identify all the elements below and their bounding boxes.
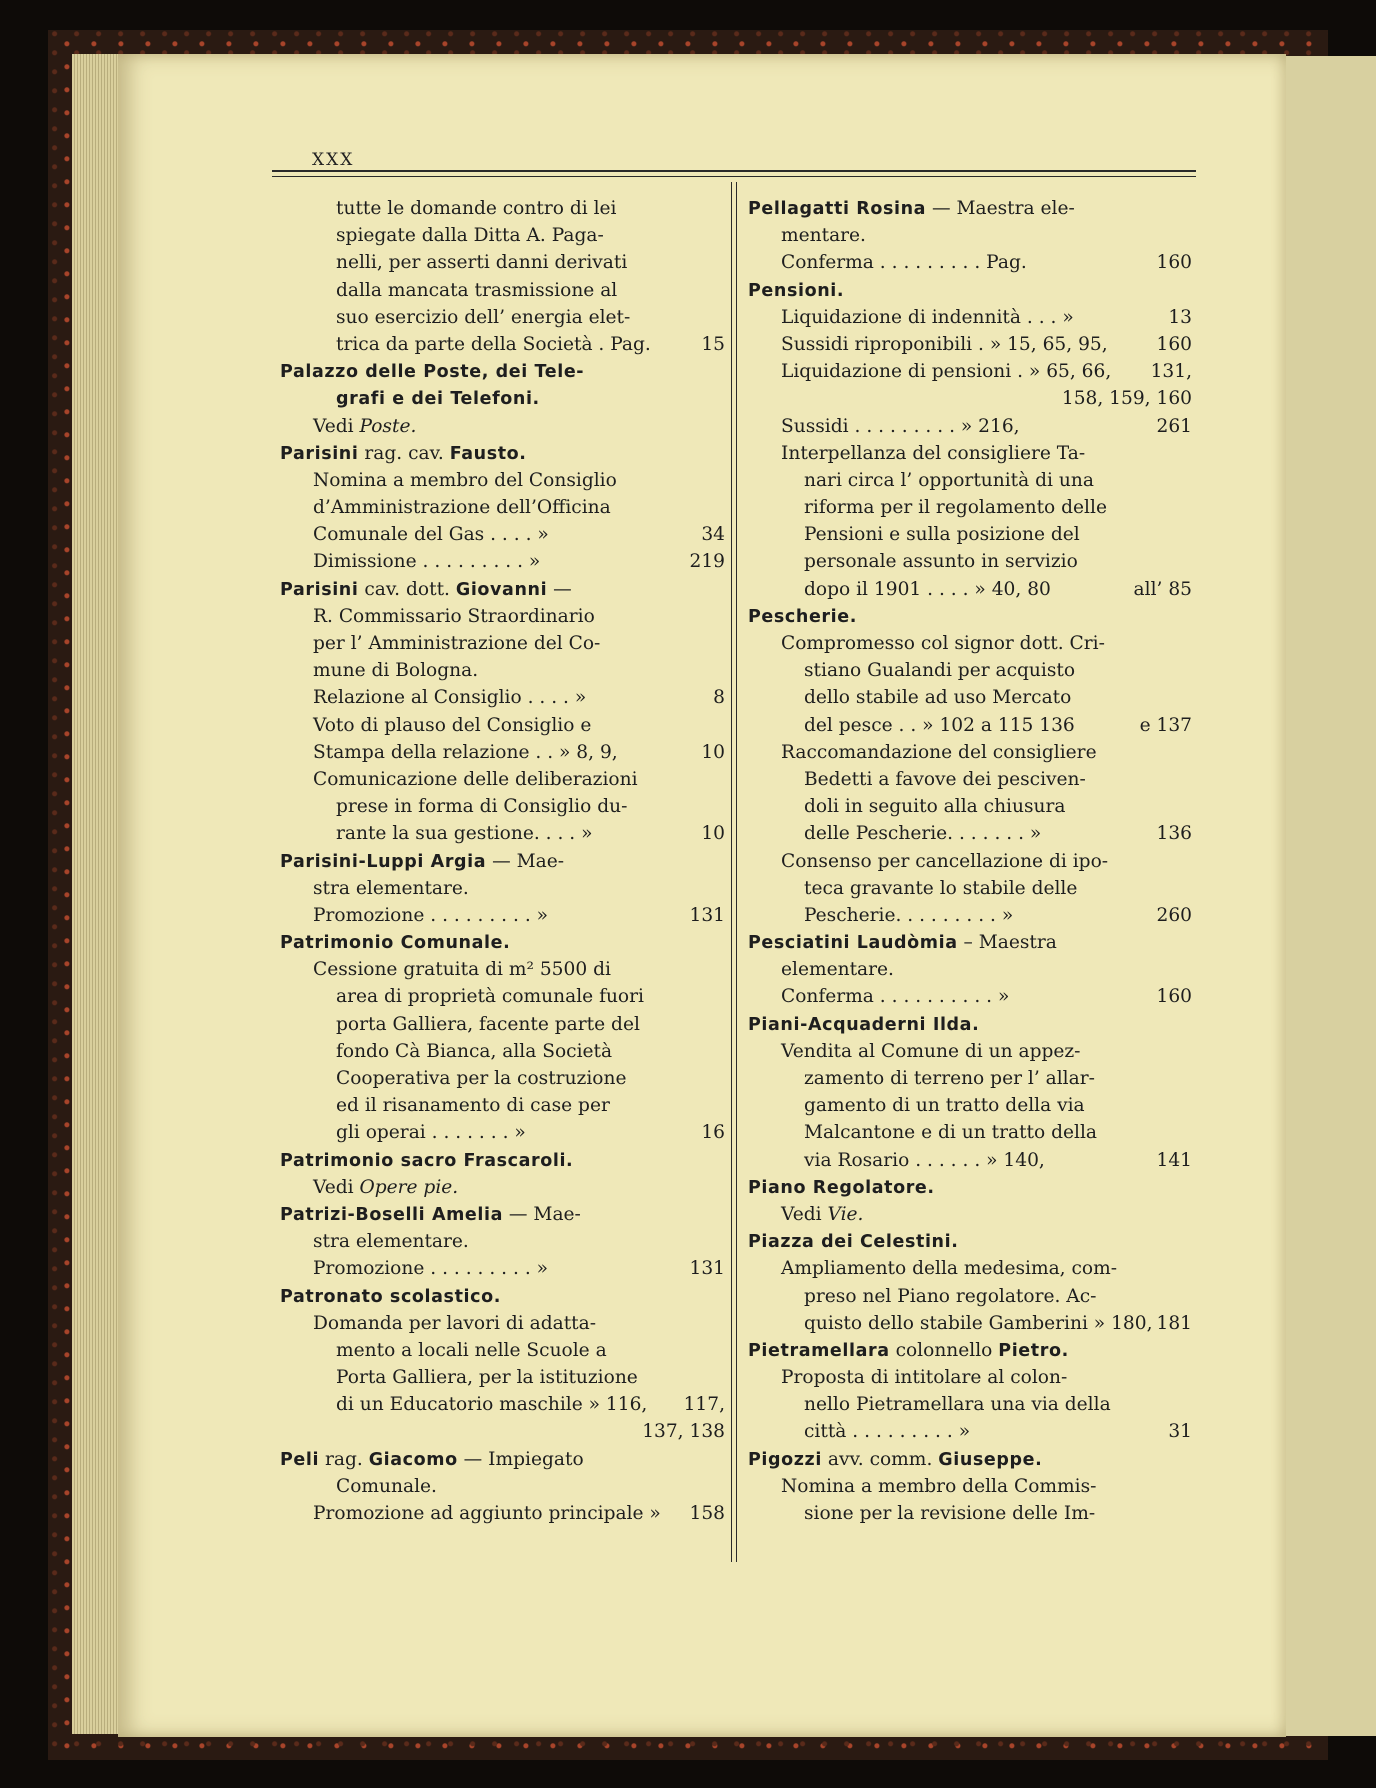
index-line (280, 739, 725, 766)
page-reference: all’ 85 (1133, 578, 1192, 600)
index-line (748, 1201, 1192, 1228)
header-rule (272, 170, 1196, 172)
index-line (280, 1310, 725, 1337)
entry-text: Interpellanza del consigliere Ta- (781, 442, 1086, 464)
index-line (748, 630, 1192, 657)
index-line (748, 1065, 1192, 1092)
entry-text: Raccomandazione del consigliere (781, 741, 1097, 763)
index-heading (280, 1283, 725, 1310)
index-line (748, 1283, 1192, 1310)
index-heading (280, 576, 725, 603)
index-line (748, 494, 1192, 521)
index-line (280, 195, 725, 222)
entry-text: prese in forma di Consiglio du- (336, 796, 628, 818)
page-reference: 261 (1156, 415, 1192, 437)
index-heading (280, 385, 725, 412)
entry-text: sione per la revisione delle Im- (804, 1503, 1096, 1524)
entry-role: — (547, 578, 572, 600)
page-reference: 158, 159, 160 (1061, 388, 1192, 410)
entry-text: via Rosario . . . . . . » 140, (804, 1149, 1045, 1171)
index-line (280, 712, 725, 739)
entry-name: Piano Regolatore. (748, 1177, 935, 1198)
index-line (748, 983, 1192, 1010)
entry-text: mentare. (781, 225, 866, 247)
index-line (280, 331, 725, 358)
index-line (280, 521, 725, 548)
page-reference: 16 (701, 1122, 725, 1144)
index-line (280, 820, 725, 847)
entry-text: Stampa della relazione . . » 8, 9, (313, 741, 618, 763)
entry-text: Proposta di intitolare al colon- (781, 1367, 1068, 1389)
entry-text: Vedi (313, 1176, 360, 1198)
index-line (748, 820, 1192, 847)
entry-title: colonnello (889, 1339, 999, 1361)
index-line (280, 494, 725, 521)
index-line (280, 793, 725, 820)
entry-name: Patrimonio Comunale. (280, 933, 511, 954)
entry-text: stra elementare. (313, 1231, 469, 1253)
page-reference: 117, (683, 1394, 725, 1416)
page-reference: 160 (1156, 252, 1192, 274)
entry-text: Pescherie. . . . . . . . . » (804, 904, 1014, 926)
index-line (748, 793, 1192, 820)
entry-text: dello stabile ad uso Mercato (804, 687, 1072, 709)
index-line (280, 277, 725, 304)
entry-text: R. Commissario Straordinario (313, 605, 595, 627)
index-line (748, 875, 1192, 902)
index-line (748, 385, 1192, 412)
index-heading (280, 848, 725, 875)
entry-text: Cooperativa per la costruzione (336, 1068, 627, 1089)
entry-text: tutte le domande contro di lei (336, 198, 617, 219)
entry-text: città . . . . . . . . . » (804, 1421, 971, 1443)
entry-text: gli operai . . . . . . . » (336, 1122, 526, 1144)
entry-text: area di proprietà comunale fuori (336, 986, 644, 1008)
entry-text: ed il risanamento di case per (336, 1095, 610, 1117)
index-line (748, 413, 1192, 440)
left-column (280, 195, 725, 1527)
index-line (280, 1337, 725, 1364)
index-heading (280, 1147, 725, 1174)
entry-title: avv. comm. (821, 1448, 939, 1470)
index-line (748, 1500, 1192, 1527)
entry-text: Relazione al Consiglio . . . . » (313, 687, 587, 709)
index-line (748, 576, 1192, 603)
page-reference: e 137 (1139, 714, 1192, 736)
index-line (280, 1092, 725, 1119)
index-heading (280, 1446, 725, 1473)
index-line (280, 1228, 725, 1255)
entry-text: stiano Gualandi per acquisto (804, 660, 1076, 682)
cross-reference: Vie. (827, 1203, 864, 1225)
entry-text: Porta Galliera, per la istituzione (336, 1367, 638, 1389)
index-line (280, 983, 725, 1010)
entry-text: suo esercizio dell’ energia elet- (336, 306, 631, 328)
entry-name: Pigozzi (748, 1449, 822, 1470)
entry-text: nari circa l’ opportunità di una (804, 469, 1094, 491)
entry-name: Peli (280, 1449, 320, 1470)
index-line (748, 902, 1192, 929)
index-line (280, 1500, 725, 1527)
entry-title: — Mae- (503, 1203, 581, 1225)
index-line (280, 1065, 725, 1092)
index-heading (748, 1174, 1192, 1201)
entry-text: Malcantone e di un tratto della (804, 1122, 1098, 1144)
index-line (280, 956, 725, 983)
entry-text: Sussidi riproponibili . » 15, 65, 95, (781, 333, 1108, 355)
entry-title: – Maestra (957, 932, 1057, 954)
index-line (280, 630, 725, 657)
header-rule-thin (272, 176, 1196, 177)
entry-text: elementare. (781, 959, 894, 981)
index-line (280, 657, 725, 684)
entry-title: rag. cav. (358, 442, 450, 464)
entry-text: teca gravante lo stabile delle (804, 877, 1078, 899)
entry-given-name: Fausto. (449, 443, 527, 464)
entry-text: nelli, per asserti danni derivati (336, 252, 628, 274)
entry-name: Pensioni. (748, 280, 845, 301)
index-line (748, 304, 1192, 331)
index-line (280, 1473, 725, 1500)
entry-text: Nomina a membro della Commis- (781, 1475, 1097, 1497)
index-line (280, 467, 725, 494)
entry-text: dopo il 1901 . . . . » 40, 80 (804, 578, 1051, 600)
page-reference: 34 (701, 524, 725, 546)
index-line (280, 684, 725, 711)
index-line (748, 1092, 1192, 1119)
entry-text: Conferma . . . . . . . . . Pag. (781, 252, 1027, 274)
index-line (748, 1310, 1192, 1337)
index-line (748, 739, 1192, 766)
entry-text: personale assunto in servizio (804, 551, 1078, 573)
entry-name: Pellagatti Rosina (748, 199, 927, 219)
index-heading (280, 1201, 725, 1228)
index-line (748, 766, 1192, 793)
entry-text: porta Galliera, facente parte del (336, 1013, 640, 1035)
index-heading (748, 1337, 1192, 1364)
index-line (748, 358, 1192, 385)
entry-text: Compromesso col signor dott. Cri- (781, 633, 1105, 654)
index-line (280, 1174, 725, 1201)
entry-text: Comunale del Gas . . . . » (313, 524, 549, 546)
entry-name: Patrimonio sacro Frascaroli. (280, 1150, 574, 1171)
entry-title: rag. (319, 1448, 369, 1470)
index-line (748, 956, 1192, 983)
index-heading (748, 603, 1192, 630)
index-line (280, 766, 725, 793)
entry-text: riforma per il regolamento delle (804, 497, 1107, 519)
page-reference: 131 (689, 904, 725, 926)
index-line (748, 440, 1192, 467)
cross-reference: Poste. (359, 415, 417, 437)
entry-text: del pesce . . » 102 a 115 136 (804, 714, 1075, 736)
entry-name: Patronato scolastico. (280, 1286, 501, 1307)
entry-name: Parisini (280, 579, 359, 600)
index-line (280, 222, 725, 249)
entry-name: Piazza dei Celestini. (748, 1232, 959, 1253)
page-reference: 15 (701, 333, 725, 355)
index-line (280, 1011, 725, 1038)
index-line (748, 684, 1192, 711)
entry-text: spiegate dalla Ditta A. Paga- (336, 225, 604, 247)
index-line (280, 1038, 725, 1065)
entry-text: Vedi (313, 415, 360, 437)
entry-text: Promozione ad aggiunto principale » (313, 1503, 661, 1524)
entry-given-name: Pietro. (998, 1340, 1069, 1361)
entry-text: Liquidazione di indennità . . . » (781, 306, 1074, 328)
index-line (748, 1473, 1192, 1500)
entry-text: fondo Cà Bianca, alla Società (336, 1040, 613, 1062)
entry-text: Liquidazione di pensioni . » 65, 66, (781, 361, 1112, 383)
entry-text: Comunicazione delle deliberazioni (313, 768, 638, 790)
index-heading (748, 1446, 1192, 1473)
index-line (280, 603, 725, 630)
index-heading (280, 358, 725, 385)
cross-reference: Opere pie. (359, 1176, 459, 1198)
index-line (748, 1391, 1192, 1418)
entry-name: Patrizi-Boselli Amelia (280, 1204, 503, 1225)
entry-name: Pietramellara (748, 1340, 890, 1361)
index-heading (748, 277, 1192, 304)
entry-text: rante la sua gestione. . . . » (336, 823, 593, 845)
page-reference: 13 (1168, 306, 1192, 328)
index-line (748, 548, 1192, 575)
index-line (280, 875, 725, 902)
entry-text: d’Amministrazione dell’Officina (313, 497, 611, 519)
page-reference: 160 (1156, 333, 1192, 355)
index-line (748, 1255, 1192, 1282)
entry-text: dalla mancata trasmissione al (336, 279, 618, 301)
entry-text: Cessione gratuita di m² 5500 di (313, 959, 611, 981)
entry-given-name: Giacomo (368, 1449, 458, 1470)
index-line (280, 1364, 725, 1391)
entry-text: Nomina a membro del Consiglio (313, 469, 617, 491)
entry-text: trica da parte della Società . Pag. (336, 333, 651, 355)
entry-text: Consenso per cancellazione di ipo- (781, 850, 1109, 872)
index-line (280, 1418, 725, 1445)
entry-text: Promozione . . . . . . . . . » (313, 904, 549, 926)
entry-text: Ampliamento della medesima, com- (781, 1258, 1118, 1280)
entry-title: — Maestra ele- (926, 198, 1075, 219)
index-line (748, 657, 1192, 684)
index-line (748, 848, 1192, 875)
page-reference: 141 (1156, 1149, 1192, 1171)
page-reference: 181 (1156, 1312, 1192, 1334)
entry-text: delle Pescherie. . . . . . . » (804, 823, 1042, 845)
page-reference: 158 (689, 1503, 725, 1524)
running-head: XXX (312, 150, 355, 170)
entry-text: di un Educatorio maschile » 116, (336, 1394, 648, 1416)
entry-text: Dimissione . . . . . . . . . » (313, 551, 541, 573)
entry-name: grafi e dei Telefoni. (336, 389, 540, 410)
entry-title: cav. dott. (358, 578, 456, 600)
entry-name: Piani-Acquaderni Ilda. (748, 1014, 980, 1035)
page-reference: 131, (1150, 361, 1192, 383)
index-line (280, 249, 725, 276)
index-heading (748, 195, 1192, 222)
entry-text: Conferma . . . . . . . . . . » (781, 986, 1010, 1008)
entry-text: quisto dello stabile Gamberini » 180, (804, 1312, 1153, 1334)
entry-text: mune di Bologna. (313, 660, 479, 682)
index-line (748, 1038, 1192, 1065)
entry-title: — Mae- (486, 850, 565, 872)
index-heading (280, 929, 725, 956)
column-divider (731, 182, 737, 1562)
entry-role: — Impiegato (457, 1448, 584, 1470)
entry-text: Comunale. (336, 1475, 437, 1497)
entry-text: Pensioni e sulla posizione del (804, 524, 1080, 546)
index-line (748, 1364, 1192, 1391)
index-line (748, 1147, 1192, 1174)
entry-text: Bedetti a favove dei pesciven- (804, 768, 1086, 790)
index-heading (748, 929, 1192, 956)
entry-name: Pescherie. (748, 606, 857, 627)
entry-given-name: Giovanni (455, 579, 548, 600)
page-reference: 219 (689, 551, 725, 573)
entry-name: Palazzo delle Poste, dei Tele- (280, 362, 585, 383)
index-line (748, 467, 1192, 494)
index-line (280, 1391, 725, 1418)
index-line (280, 902, 725, 929)
index-line (748, 1119, 1192, 1146)
index-line (280, 548, 725, 575)
entry-text: Voto di plauso del Consiglio e (313, 714, 592, 736)
entry-text: gamento di un tratto della via (804, 1095, 1085, 1117)
index-line (748, 249, 1192, 276)
entry-text: preso nel Piano regolatore. Ac- (804, 1285, 1097, 1307)
index-line (748, 331, 1192, 358)
entry-text: stra elementare. (313, 877, 469, 899)
page-reference: 260 (1156, 904, 1192, 926)
entry-given-name: Giuseppe. (938, 1449, 1043, 1470)
page-reference: 131 (689, 1258, 725, 1280)
entry-text: doli in seguito alla chiusura (804, 796, 1066, 818)
entry-name: Pesciatini Laudòmia (748, 933, 958, 954)
page-reference: 137, 138 (642, 1421, 725, 1443)
index-line (280, 304, 725, 331)
entry-text: zamento di terreno per l’ allar- (804, 1068, 1095, 1089)
page-reference: 160 (1156, 986, 1192, 1008)
index-line (748, 222, 1192, 249)
index-heading (280, 440, 725, 467)
entry-text: per l’ Amministrazione del Co- (313, 633, 601, 654)
index-heading (748, 1228, 1192, 1255)
index-line (748, 1418, 1192, 1445)
entry-text: Vedi (781, 1203, 828, 1225)
right-column (748, 195, 1192, 1527)
page-reference: 10 (701, 741, 725, 763)
entry-text: Promozione . . . . . . . . . » (313, 1258, 549, 1280)
entry-text: Sussidi . . . . . . . . . » 216, (781, 415, 1020, 437)
facing-page-edge (1286, 56, 1376, 1736)
page-reference: 31 (1168, 1421, 1192, 1443)
index-line (280, 1119, 725, 1146)
page-reference: 10 (701, 823, 725, 845)
index-line (748, 521, 1192, 548)
entry-text: nello Pietramellara una via della (804, 1394, 1111, 1416)
index-line (280, 413, 725, 440)
page-reference: 136 (1156, 823, 1192, 845)
entry-text: Vendita al Comune di un appez- (781, 1040, 1081, 1062)
index-line (280, 1255, 725, 1282)
index-line (748, 712, 1192, 739)
entry-name: Parisini (280, 443, 359, 464)
index-heading (748, 1011, 1192, 1038)
page-reference: 8 (713, 687, 725, 709)
entry-text: Domanda per lavori di adatta- (313, 1312, 597, 1334)
entry-name: Parisini-Luppi Argia (280, 851, 487, 872)
entry-text: mento a locali nelle Scuole a (336, 1339, 607, 1361)
